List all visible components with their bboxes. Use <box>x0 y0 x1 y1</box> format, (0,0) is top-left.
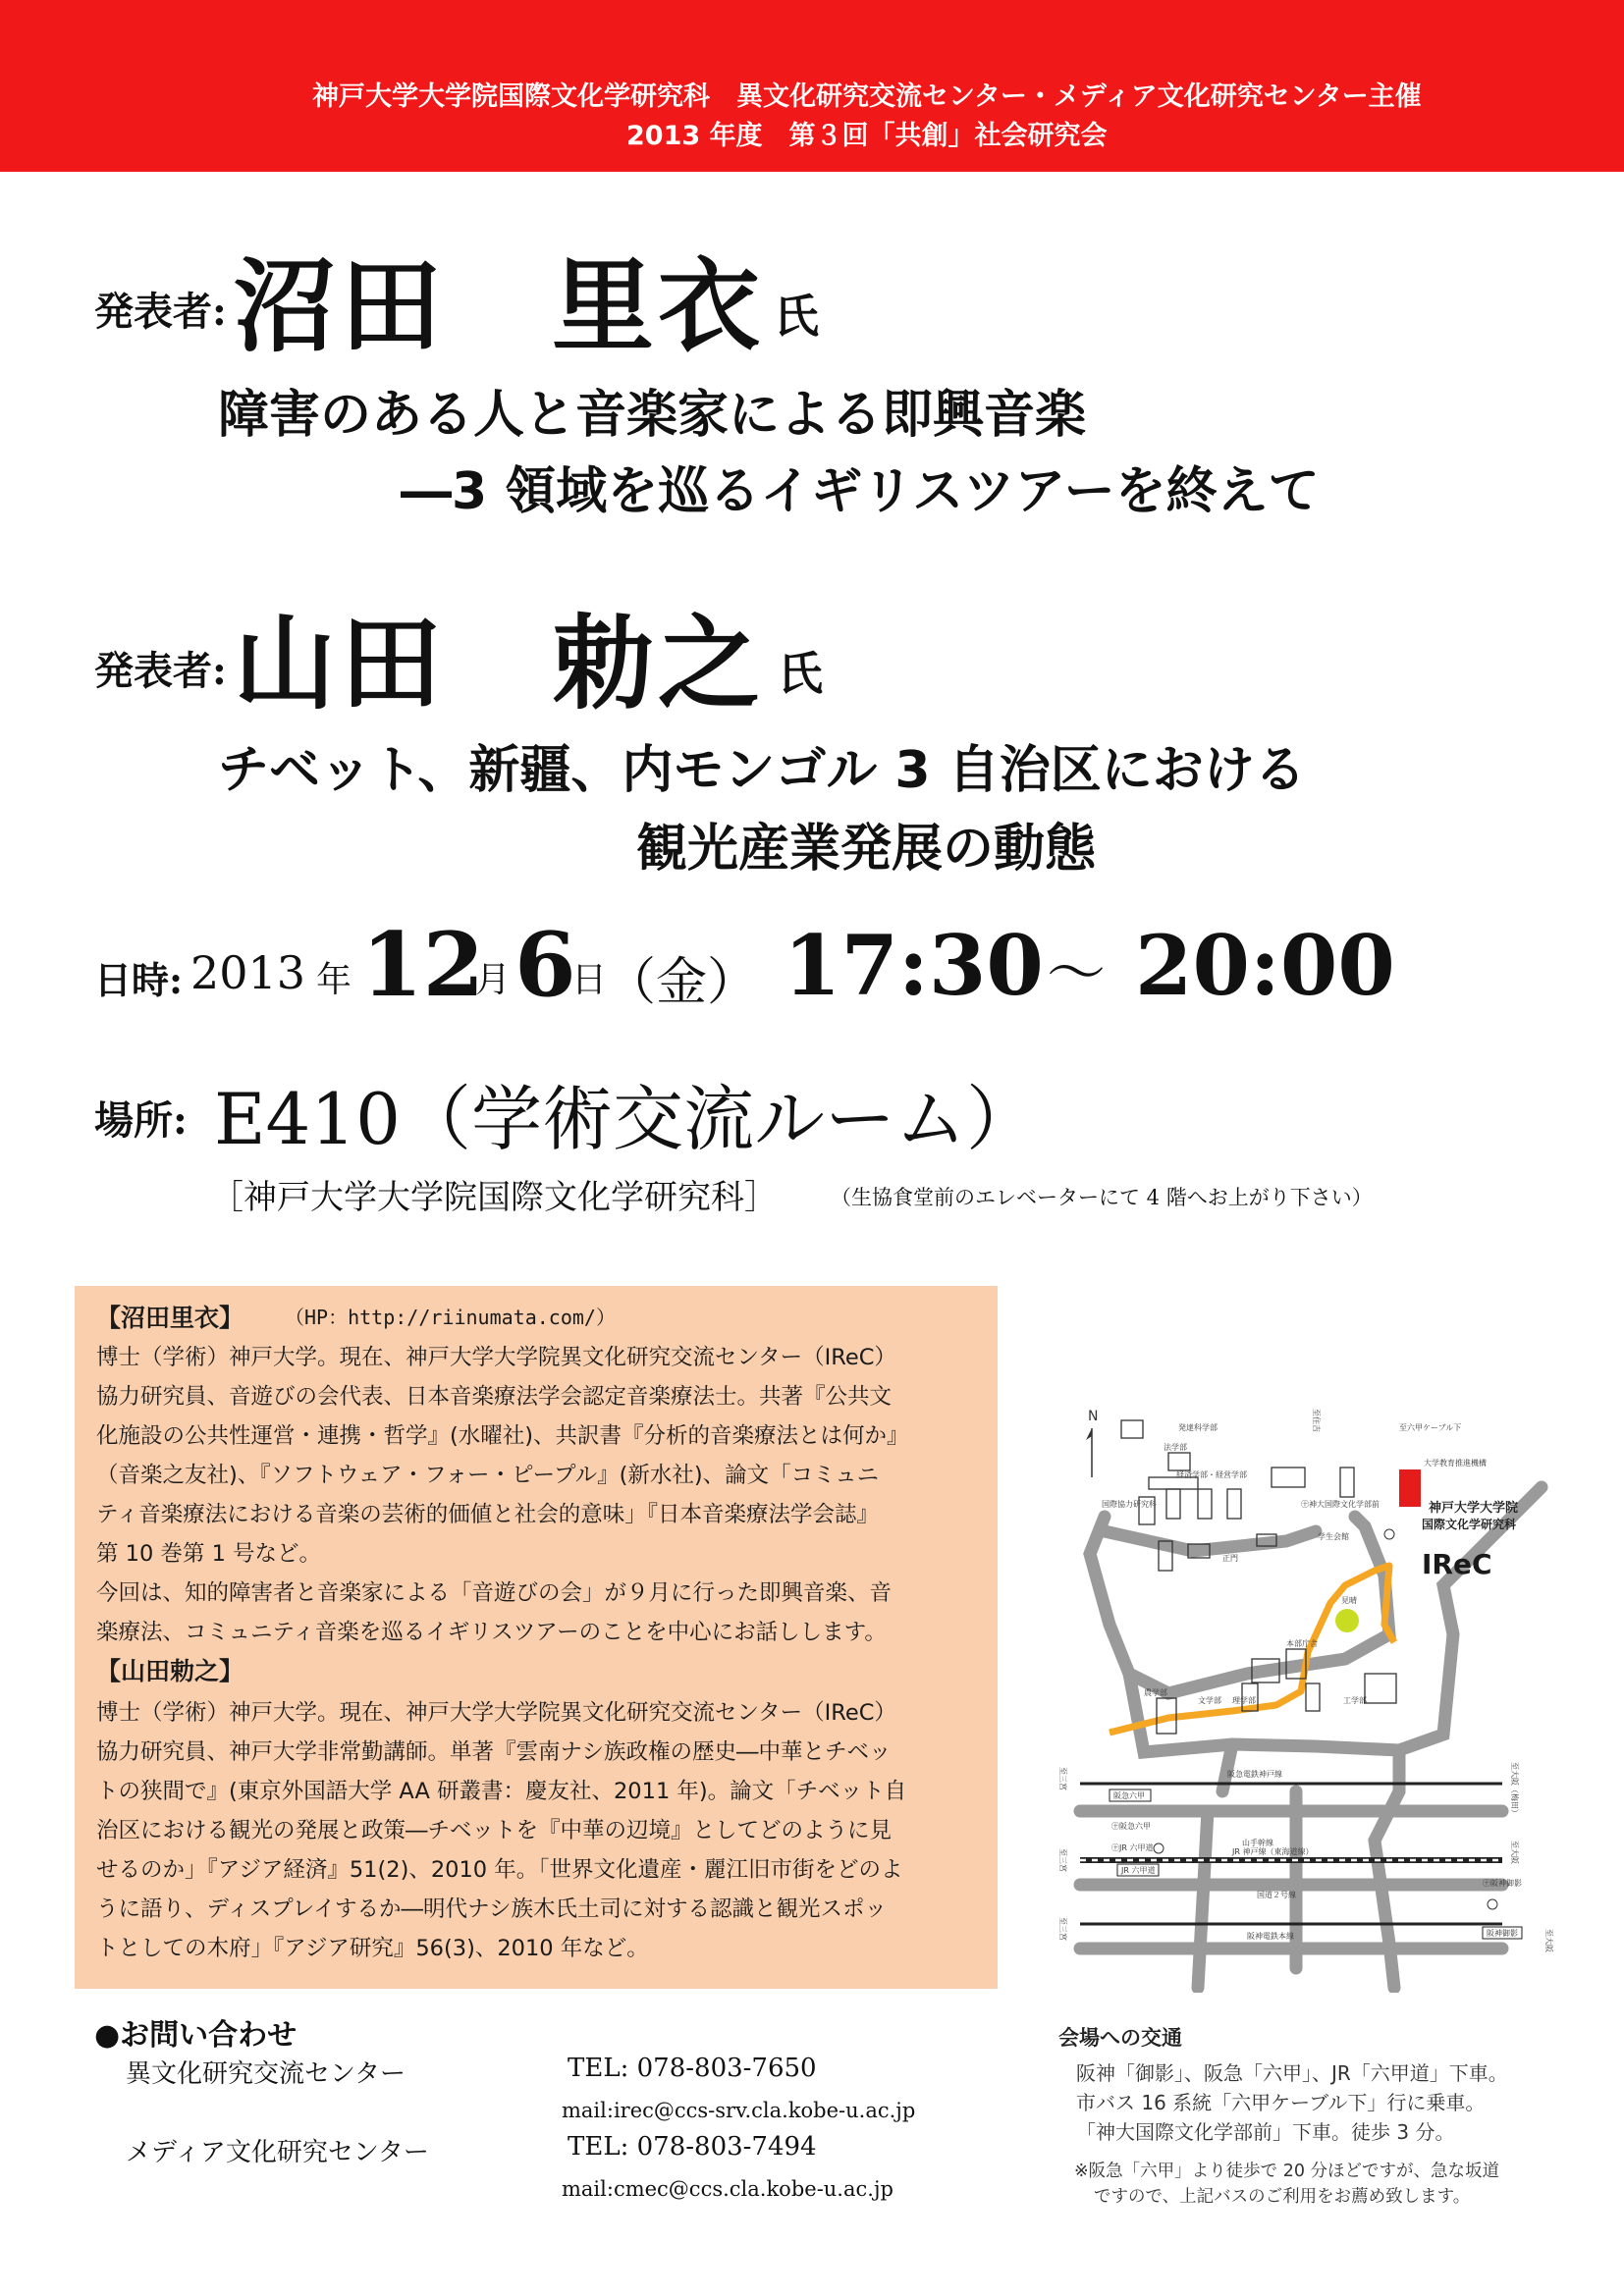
map-label: ㊉JR 六甲道 <box>1111 1843 1154 1852</box>
map-label: 国道２号線 <box>1257 1891 1296 1899</box>
numata-profile-heading: 【沼田里衣】 <box>96 1304 244 1332</box>
yamada-profile-heading: 【山田勅之】 <box>96 1657 244 1685</box>
venue-label: 場所: <box>94 1097 188 1144</box>
miharashi-marker <box>1335 1609 1359 1632</box>
irec-logo: IReC <box>1422 1548 1492 1580</box>
map-label: 阪神御影 <box>1487 1929 1518 1938</box>
map-label: 至六甲ケーブル下 <box>1399 1423 1462 1432</box>
speaker2-talk-title: チベット、新疆、内モンゴル 3 自治区における <box>218 741 1306 800</box>
map-label: 学生会館 <box>1318 1532 1349 1541</box>
map-label: 至大阪（梅田） <box>1510 1762 1519 1817</box>
speaker1-name: 沼田 里衣 <box>234 245 765 366</box>
numata-profile-line: 協力研究員、音遊びの会代表、日本音楽療法学会認定音楽療法士。共著『公共文 <box>96 1384 893 1410</box>
month-value: 12 <box>361 913 485 1017</box>
start-time: 17:30 <box>784 917 1044 1014</box>
map-label: 至大阪 <box>1544 1929 1553 1952</box>
campus-map <box>1051 1379 1561 1993</box>
contact-org-cmec: メディア文化研究センター <box>126 2138 429 2167</box>
map-label: 至大阪 <box>1510 1841 1519 1864</box>
year-unit: 年 <box>316 960 352 1000</box>
map-label: 農学部 <box>1144 1688 1167 1697</box>
map-label: 至三宮 <box>1058 1917 1067 1941</box>
day-unit: 日 <box>571 960 608 1000</box>
speaker1-talk-subtitle: ―3 領域を巡るイギリスツアーを終えて <box>401 462 1320 521</box>
bus-stop-icon <box>1488 1899 1497 1909</box>
map-label: 阪神電鉄本線 <box>1247 1932 1294 1941</box>
map-label: JR 神戸線（東海道線） <box>1232 1847 1314 1856</box>
speaker1-label: 発表者: <box>94 289 227 335</box>
speaker1-talk-title: 障害のある人と音楽家による即興音楽 <box>218 386 1087 445</box>
bus-stop-icon <box>1154 1843 1164 1853</box>
numata-profile-line: ティ音楽療法における音楽の芸術的価値と社会的意味」『日本音楽療法学会誌』 <box>96 1502 879 1527</box>
map-label: 阪急六甲 <box>1113 1791 1145 1800</box>
contact-org-irec: 異文化研究交流センター <box>126 2059 406 2089</box>
destination-marker <box>1399 1469 1421 1507</box>
map-label: 大学教育推進機構 <box>1424 1459 1487 1468</box>
yamada-profile-line: トの狭間で』(東京外国語大学 AA 研叢書：慶友社、2011 年)。論文「チベット自 <box>96 1779 907 1804</box>
map-label: 阪急電鉄神戸線 <box>1227 1770 1282 1779</box>
speaker2-talk-subtitle: 観光産業発展の動態 <box>636 820 1097 879</box>
map-label: 文学部 <box>1198 1696 1221 1705</box>
year-value: 2013 <box>190 946 306 999</box>
numata-talk-summary: 楽療法、コミュニティ音楽を巡るイギリスツアーのことを中心にお話しします。 <box>96 1620 887 1645</box>
access-line: 阪神「御影」、阪急「六甲」、JR「六甲道」下車。 <box>1076 2061 1508 2085</box>
north-arrow-head-icon <box>1086 1428 1092 1440</box>
access-heading: 会場への交通 <box>1058 2026 1182 2050</box>
yamada-profile-line: 博士（学術）神戸大学。現在、神戸大学大学院異文化研究交流センター（IReC） <box>96 1700 896 1726</box>
venue-room: E410（学術交流ルーム） <box>214 1078 1037 1160</box>
north-label: N <box>1088 1409 1099 1424</box>
numata-homepage-link[interactable]: （HP：http://riinumata.com/） <box>285 1306 616 1329</box>
month-unit: 月 <box>475 960 512 1000</box>
map-label: ㊉阪急六甲 <box>1111 1822 1151 1831</box>
day-value: 6 <box>514 913 576 1017</box>
organizer-line: 神戸大学大学院国際文化学研究科 異文化研究交流センター・メディア文化研究センター主催 <box>312 81 1422 112</box>
map-label: 法学部 <box>1164 1443 1187 1452</box>
map-label: 発達科学部 <box>1178 1423 1218 1432</box>
map-label: 至三宮 <box>1058 1767 1067 1790</box>
map-label: ㊉神大国際文化学部前 <box>1301 1500 1380 1509</box>
end-time: 20:00 <box>1135 917 1395 1014</box>
map-label: JR 六甲道 <box>1121 1866 1156 1875</box>
speaker2-honorific: 氏 <box>778 647 823 700</box>
speaker2-label: 発表者: <box>94 648 227 694</box>
destination-label: 神戸大学大学院 <box>1429 1501 1519 1516</box>
contact-mail-cmec[interactable]: mail:cmec@ccs.cla.kobe-u.ac.jp <box>562 2177 893 2201</box>
map-label: ㊉阪神御影 <box>1483 1879 1522 1888</box>
weekday: （金） <box>605 953 759 1012</box>
speaker1-honorific: 氏 <box>774 290 819 343</box>
contact-tel-irec: TEL: 078-803-7650 <box>568 2054 817 2083</box>
venue-building: ［神戸大学大学院国際文化学研究科］ <box>210 1178 778 1217</box>
map-label: 国際協力研究科 <box>1102 1500 1157 1509</box>
speaker2-name: 山田 勅之 <box>234 603 765 723</box>
numata-talk-summary: 今回は、知的障害者と音楽家による「音遊びの会」が９月に行った即興音楽、音 <box>96 1580 893 1606</box>
access-line: 市バス 16 系統「六甲ケーブル下」行に乗車。 <box>1076 2091 1486 2114</box>
access-note: ※阪急「六甲」より徒歩で 20 分ほどですが、急な坂道 <box>1074 2162 1500 2181</box>
destination-label-2: 国際文化学研究科 <box>1422 1518 1517 1531</box>
contact-mail-irec[interactable]: mail:irec@ccs-srv.cla.kobe-u.ac.jp <box>562 2099 916 2122</box>
contact-tel-cmec: TEL: 078-803-7494 <box>568 2132 817 2162</box>
map-label: 正門 <box>1222 1554 1238 1563</box>
numata-profile-line: 博士（学術）神戸大学。現在、神戸大学大学院異文化研究交流センター（IReC） <box>96 1345 896 1370</box>
yamada-profile-line: トとしての木府」『アジア研究』56(3)、2010 年など。 <box>96 1936 649 1961</box>
header-banner <box>0 0 1624 172</box>
numata-profile-line: 化施設の公共性運営・連携・哲学』(水曜社)、共訳書『分析的音楽療法とは何か』 <box>96 1423 909 1449</box>
map-label: 理学部 <box>1232 1696 1256 1705</box>
map-label: 工学部 <box>1343 1696 1367 1705</box>
time-range-tilde: ～ <box>1047 939 1106 1008</box>
series-line: 2013 年度 第３回「共創」社会研究会 <box>626 121 1108 151</box>
access-note: ですので、上記バスのご利用をお薦め致します。 <box>1094 2187 1471 2207</box>
map-label: 見晴 <box>1341 1596 1357 1605</box>
contact-heading: ●お問い合わせ <box>94 2018 298 2053</box>
access-line: 「神大国際文化学部前」下車。徒歩 3 分。 <box>1076 2120 1455 2144</box>
venue-note: （生協食堂前のエレベーターにて 4 階へお上がり下さい） <box>831 1186 1373 1209</box>
yamada-profile-line: 治区における観光の発展と政策―チベットを『中華の辺境』としてどのように見 <box>96 1818 893 1843</box>
map-label: 至三宮 <box>1058 1848 1067 1872</box>
map-label: 経済学部・経営学部 <box>1176 1470 1247 1479</box>
datetime-label: 日時: <box>94 958 184 1002</box>
map-label: 本部庁舎 <box>1286 1639 1318 1648</box>
yamada-profile-line: せるのか」『アジア経済』51(2)、2010 年。「世界文化遺産・麗江旧市街をどのよ <box>96 1857 903 1883</box>
map-label: 山手幹線 <box>1242 1839 1273 1847</box>
map-label: 至住吉 <box>1312 1409 1321 1432</box>
yamada-profile-line: 協力研究員、神戸大学非常勤講師。単著『雲南ナシ族政権の歴史―中華とチベッ <box>96 1739 892 1765</box>
numata-profile-line: 第 10 巻第 1 号など。 <box>96 1541 322 1567</box>
bus-stop-icon <box>1384 1529 1394 1539</box>
yamada-profile-line: うに語り、ディスプレイするか―明代ナシ族木氏土司に対する認識と観光スポッ <box>96 1896 888 1922</box>
numata-profile-line: （音楽之友社)、『ソフトウェア・フォー・ピープル』(新水社)、論文「コミュニ <box>96 1463 880 1488</box>
